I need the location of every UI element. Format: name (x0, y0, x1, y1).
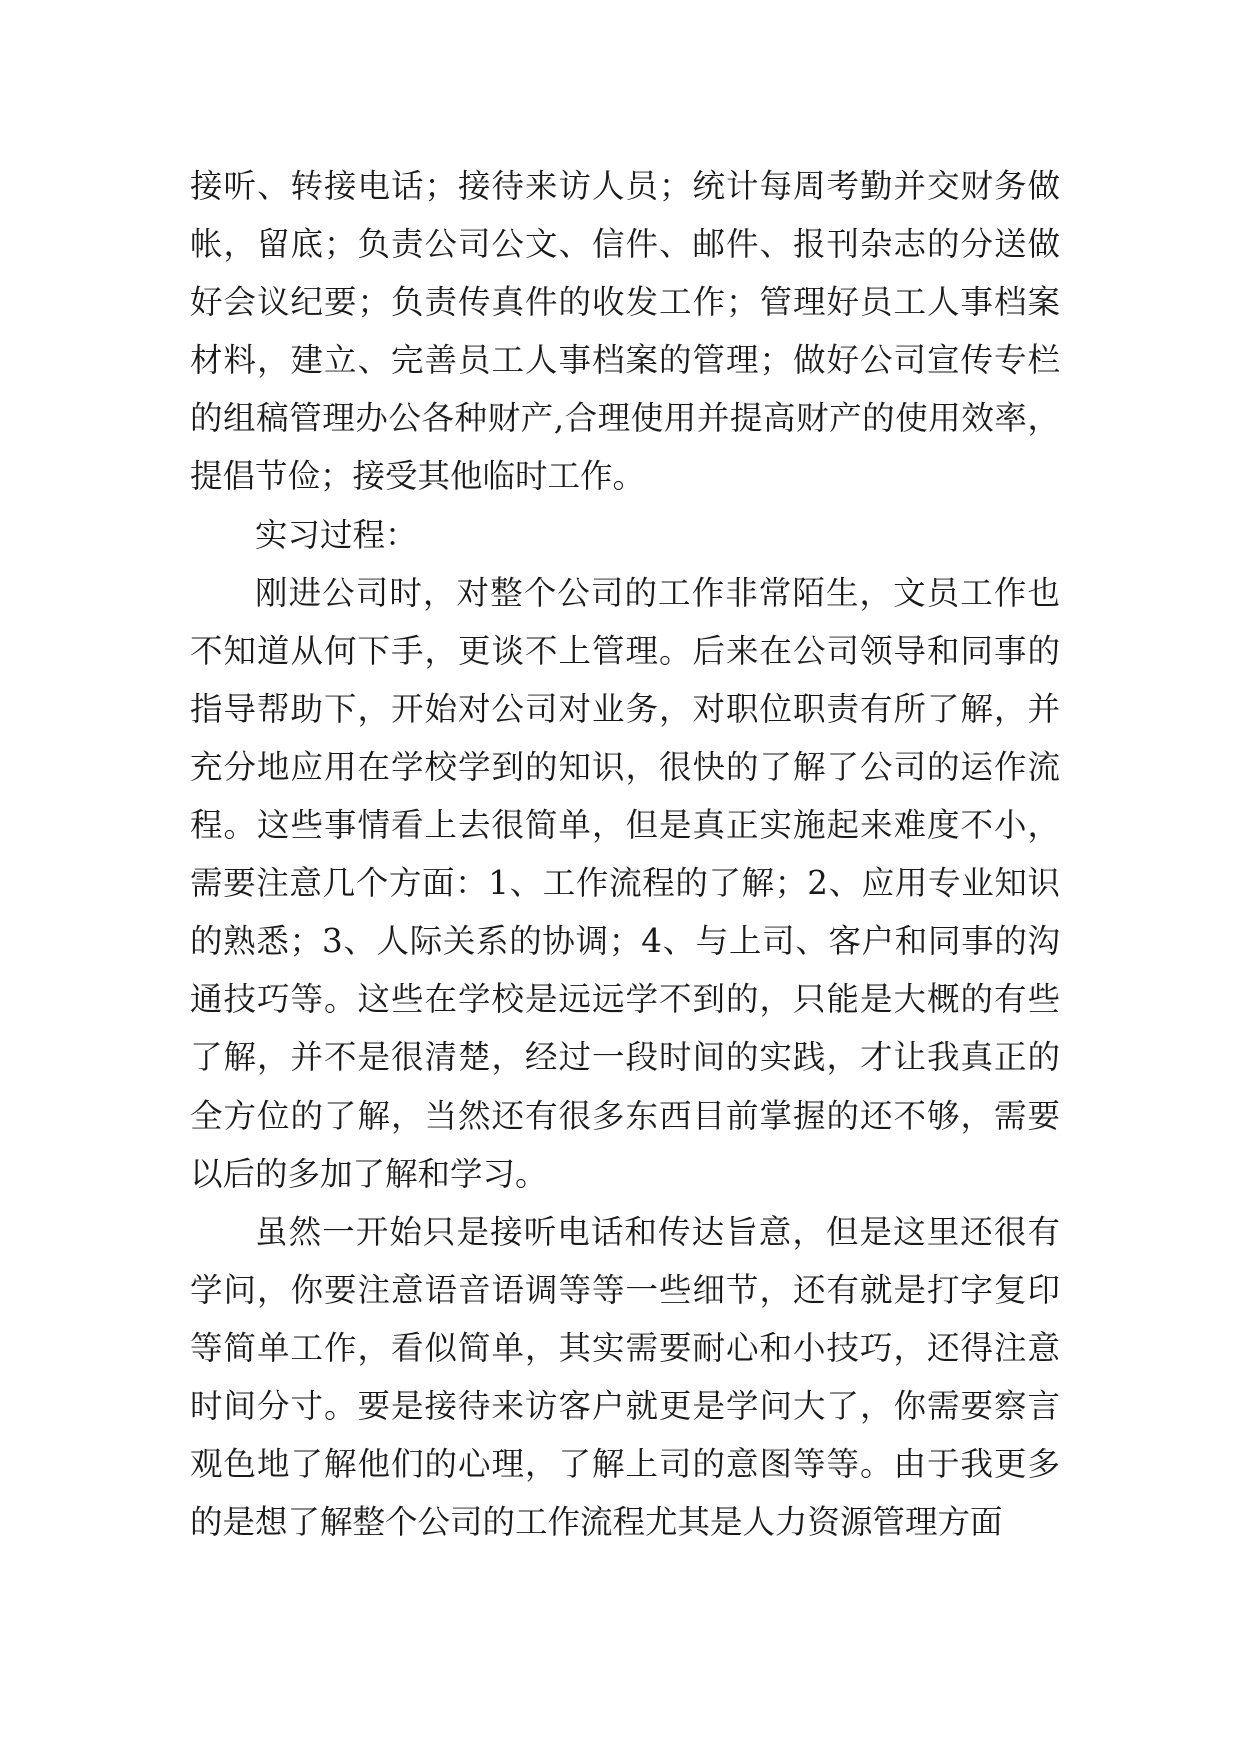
paragraph-heading-internship-process: 实习过程： (255, 515, 418, 554)
document-body (190, 157, 1060, 1551)
paragraph-reception-work: 虽然一开始只是接听电话和传达旨意，但是这里还很有学问，你要注意语音语调等等一些细节，还有就是打字复印等简单工作，看似简单，其实需要耐心和小技巧，还得注意时间分寸。要是接待来访客户就更是学问大了，你需要察言观色地了解他们的心理，了解上司的意图等等。由于我更多的是想了解整个公司的工作流程尤其是人力资源管理方面 (190, 1212, 1060, 1542)
paragraph-internship-start: 刚进公司时，对整个公司的工作非常陌生，文员工作也不知道从何下手，更谈不上管理。后来在公司领导和同事的指导帮助下，开始对公司对业务，对职位职责有所了解，并充分地应用在学校学到的知识，很快的了解了公司的运作流程。这些事情看上去很简单，但是真正实施起来难度不小，需要注意几个方面：1、工作流程的了解；2、应用专业知识的熟悉；3、人际关系的协调；4、与上司、客户和同事的沟通技巧等。这些在学校是远远学不到的，只能是大概的有些了解，并不是很清楚，经过一段时间的实践，才让我真正的全方位的了解，当然还有很多东西目前掌握的还不够，需要以后的多加了解和学习。 (190, 573, 1060, 1193)
paragraph-duties: 接听、转接电话；接待来访人员；统计每周考勤并交财务做帐，留底；负责公司公文、信件、邮件、报刊杂志的分送做好会议纪要；负责传真件的收发工作；管理好员工人事档案材料，建立、完善员工人事档案的管理；做好公司宣传专栏的组稿管理办公各种财产,合理使用并提高财产的使用效率，提倡节俭；接受其他临时工作。 (190, 167, 1060, 496)
